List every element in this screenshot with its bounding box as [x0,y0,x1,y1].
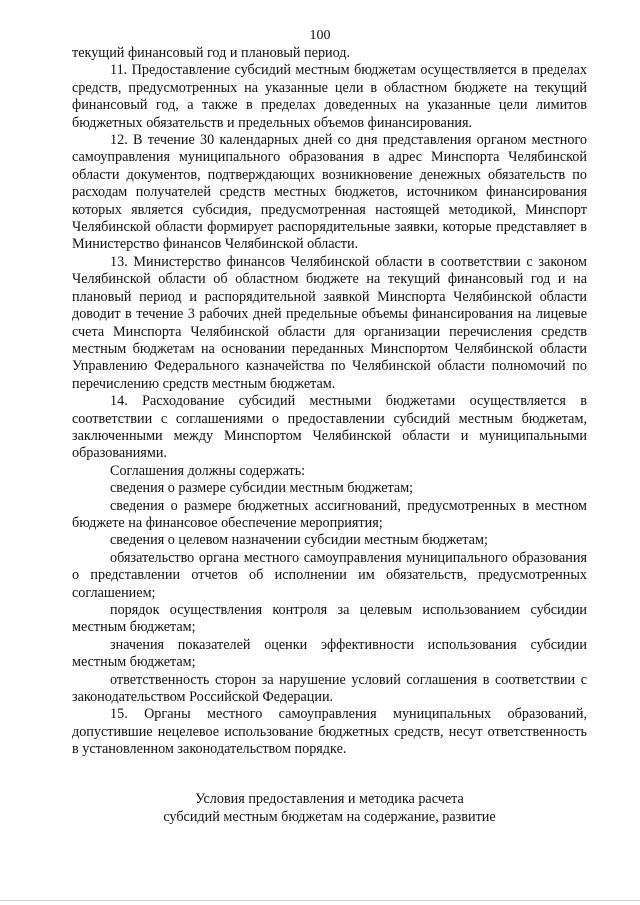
paragraph-15: 15. Органы местного самоуправления муниципальных образований, допустившие нецелевое использование бюджетных средств, несут ответственность в установленном законодательством порядке. [72,706,587,758]
agreement-item: сведения о размере бюджетных ассигнований, предусмотренных в местном бюджете на финансовое обеспечение мероприятия; [72,497,587,531]
agreement-item: сведения о целевом назначении субсидии местным бюджетам; [110,532,488,549]
section-heading-line: субсидий местным бюджетам на содержание, развитие [163,809,496,825]
paragraph-12: 12. В течение 30 календарных дней со дня представления органом местного самоуправления муниципального образования в адрес Минспорта Челябинской области документов, подтверждающих возникновение денежных обязательств по расходам получателей средств местных бюджетов, источником финансирования которых является субсидия, предусмотренная настоящей методикой, Минспорт Челябинской области формирует распорядительные заявки, которые представляет в Министерство финансов Челябинской области. [72,132,587,253]
paragraph-11: 11. Предоставление субсидий местным бюджетам осуществляется в пределах средств, предусмотренных на указанные цели в областном бюджете на текущий финансовый год, а также в пределах доведенных на указанные цели лимитов бюджетных обязательств и предельных объемов финансирования. [72,62,587,131]
agreement-intro: Соглашения должны содержать: [110,462,306,479]
page-bottom-edge [0,900,640,901]
section-heading-line: Условия предоставления и методика расчета [195,791,464,807]
agreement-item: порядок осуществления контроля за целевым использованием субсидии местным бюджетам; [72,602,587,636]
agreement-item: значения показателей оценки эффективности использования субсидии местным бюджетам; [72,636,587,671]
paragraph-14: 14. Расходование субсидий местными бюджетами осуществляется в соответствии с соглашениями о предоставлении субсидий местным бюджетам, заключенными между Минспортом Челябинской области и муниципальными образованиями. [72,393,587,462]
paragraph-continuation: текущий финансовый год и плановый период. [72,45,351,61]
paragraph-13: 13. Министерство финансов Челябинской области в соответствии с законом Челябинской области об областном бюджете на текущий финансовый год и на плановый период и распорядительной заявкой Минспорта Челябинской области доводит в течение 3 рабочих дней предельные объемы финансирования на лицевые счета Минспорта Челябинской области для организации перечисления средств местным бюджетам на основании переданных Минспортом Челябинской области Управлению Федерального казначейства по Челябинской области полномочий по перечислению средств местным бюджетам. [72,253,587,392]
agreement-item: сведения о размере субсидии местным бюджетам; [110,480,414,497]
agreement-item: ответственность сторон за нарушение условий соглашения в соответствии с законодательством Российской Федерации. [72,671,587,706]
section-heading [72,790,587,826]
document-body [72,45,587,759]
agreement-item: обязательство органа местного самоуправления муниципального образования о представлении отчетов об исполнении им обязательств, предусмотренных соглашением; [72,549,587,601]
page-number: 100 [309,28,331,43]
